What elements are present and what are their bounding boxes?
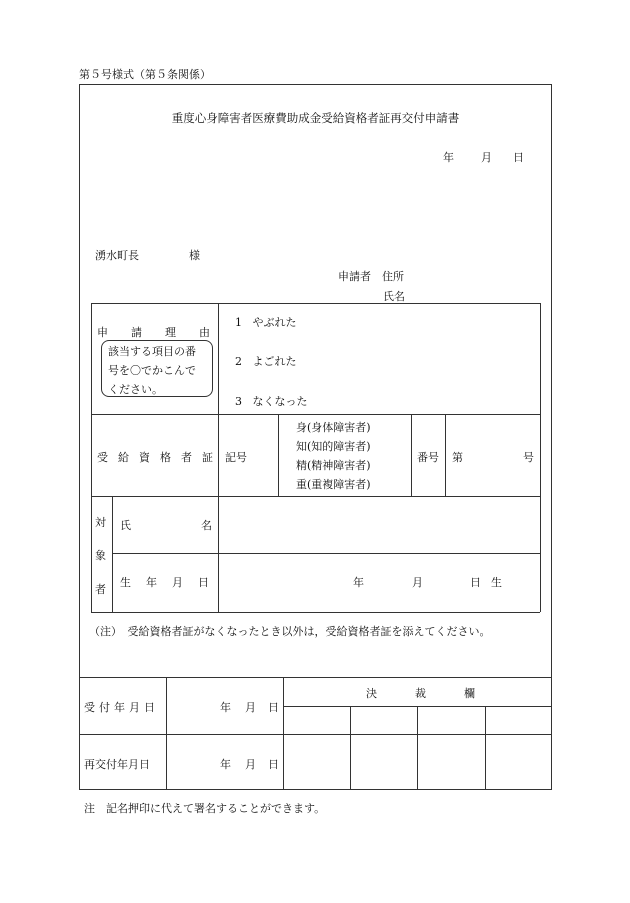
footer-note: 注 記名押印に代えて署名することができます。: [84, 802, 326, 815]
subject-dob-month: 月: [412, 576, 423, 589]
received-date-label: 受付年月日: [84, 701, 159, 714]
subject-dob-year: 年: [353, 576, 364, 589]
certificate-dai: 第: [452, 451, 463, 464]
form-title: 重度心身障害者医療費助成金受給資格者証再交付申請書: [171, 111, 460, 125]
decision-label: 決裁欄: [366, 687, 513, 700]
reason-option-3[interactable]: 3 なくなった: [235, 395, 308, 408]
subject-label-3: 者: [95, 583, 106, 596]
recipient-name: 湧水町長: [95, 249, 139, 262]
reissued-date-label: 再交付年月日: [84, 758, 150, 771]
subject-dob-day: 日生: [470, 576, 512, 589]
date-month-label: 月: [481, 151, 492, 164]
reissued-year: 年: [220, 758, 231, 771]
date-day-label: 日: [513, 151, 524, 164]
reissued-day: 日: [268, 758, 279, 771]
reason-option-1[interactable]: 1 やぶれた: [235, 316, 297, 329]
reissued-month: 月: [245, 758, 256, 771]
certificate-number-label: 番号: [417, 451, 439, 464]
subject-name-label: 氏名: [120, 519, 282, 532]
frame-note: （注） 受給資格者証がなくなったとき以外は，受給資格者証を添えてください。: [89, 625, 491, 638]
date-year-label: 年: [443, 151, 454, 164]
received-day: 日: [268, 701, 279, 714]
subject-label-2: 象: [95, 549, 106, 562]
form-number: 第５号様式（第５条関係）: [79, 68, 211, 81]
subject-dob-label: 生年月日: [120, 576, 224, 589]
reason-hint: 該当する項目の番 号を〇でかこんで ください。: [108, 345, 196, 396]
reason-label: 申請理由: [97, 326, 233, 339]
reason-option-2[interactable]: 2 よごれた: [235, 355, 297, 368]
subject-label-1: 対: [95, 516, 106, 529]
applicant-label: 申請者: [338, 270, 371, 283]
certificate-symbol-label: 記号: [225, 451, 247, 464]
received-year: 年: [220, 701, 231, 714]
recipient-honorific: 様: [189, 249, 200, 262]
certificate-types: 身(身体障害者) 知(知的障害者) 精(精神障害者) 重(重複障害者): [296, 421, 371, 491]
applicant-address-label: 住所: [382, 270, 404, 283]
certificate-go: 号: [523, 451, 534, 464]
applicant-name-label: 氏名: [383, 290, 405, 303]
received-month: 月: [245, 701, 256, 714]
certificate-label: 受給資格者証: [97, 451, 223, 464]
